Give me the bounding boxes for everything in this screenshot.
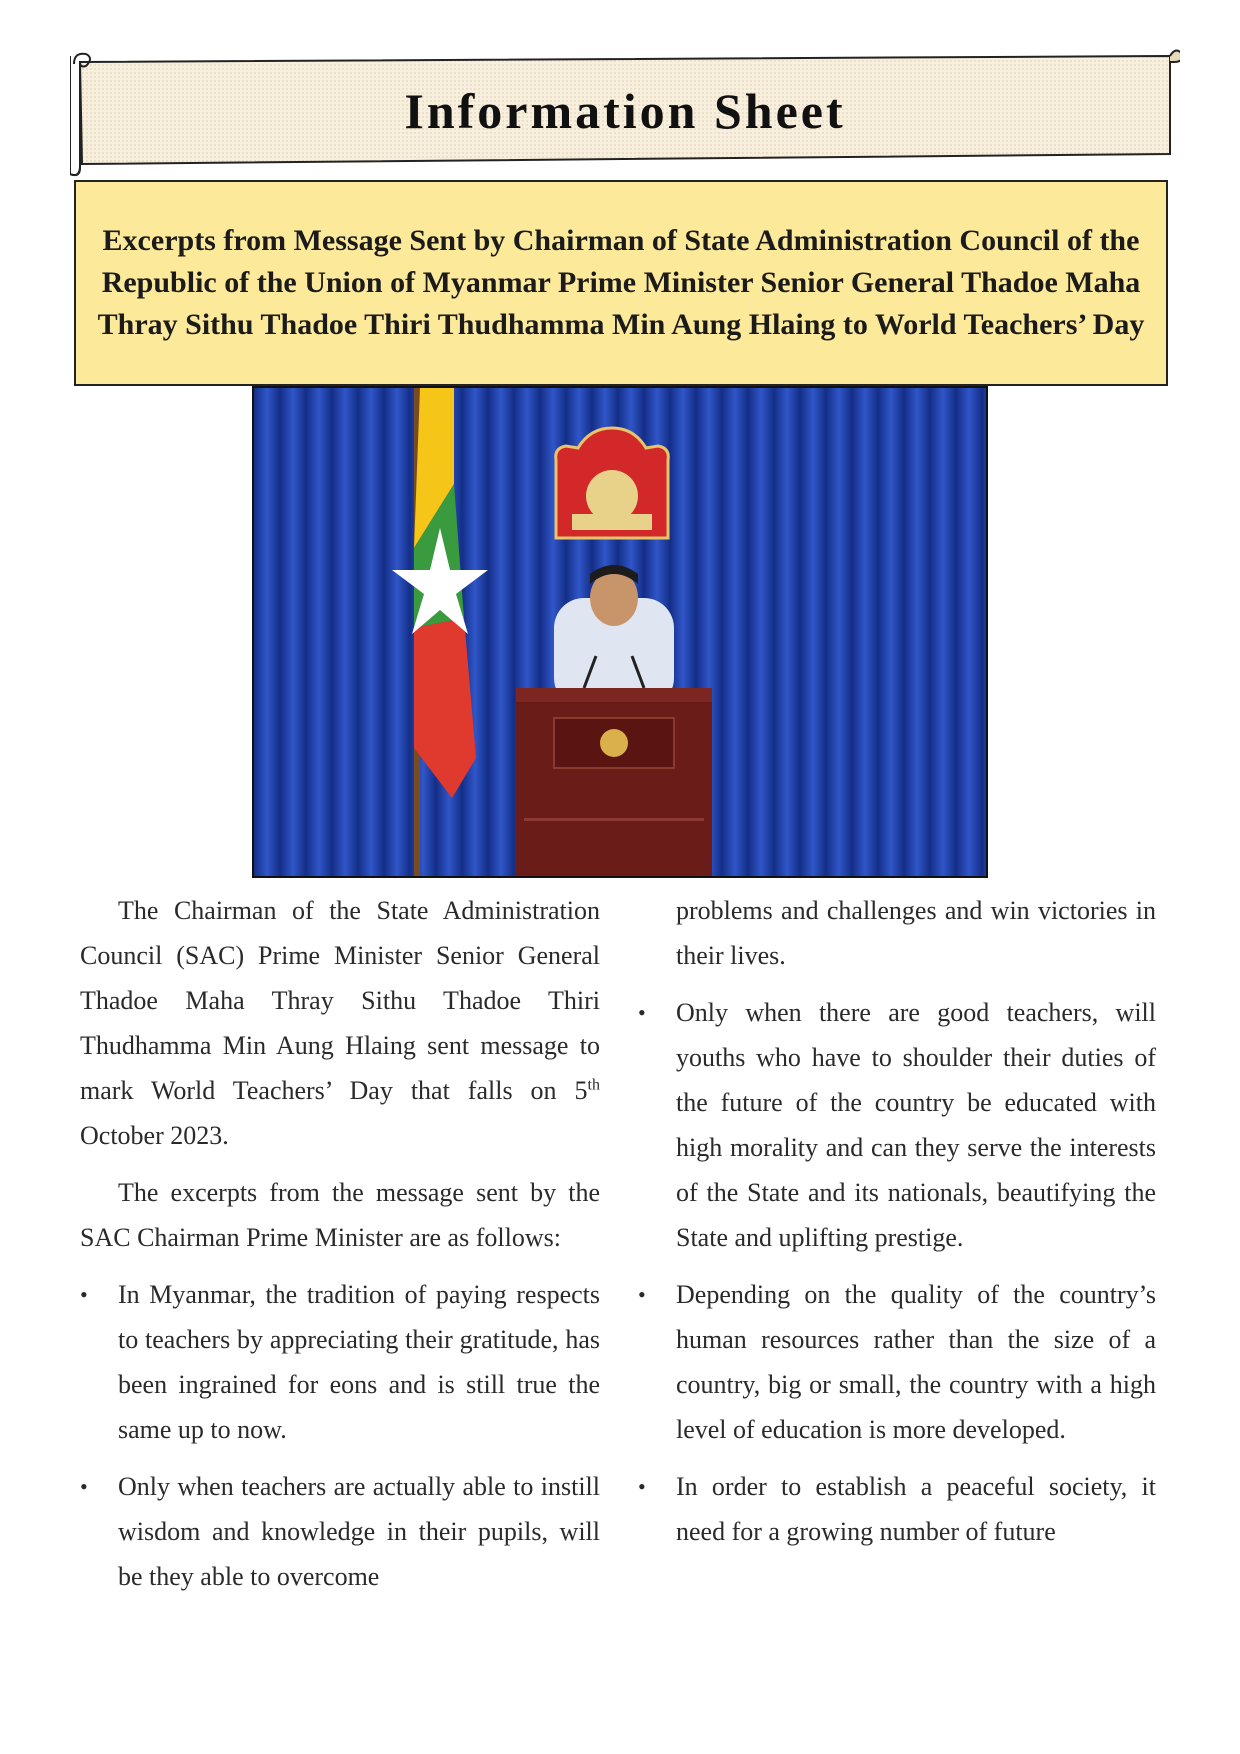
title-banner	[70, 48, 1180, 178]
list-item	[638, 1272, 1156, 1452]
list-item	[80, 1272, 600, 1452]
page-title: Information Sheet	[404, 83, 846, 139]
bullet-icon: •	[638, 1000, 646, 1025]
list-item-text: Only when teachers are actually able to instill wisdom and knowledge in their pupils, will be they able to overcome	[118, 1472, 600, 1591]
list-item	[80, 1464, 600, 1599]
headline-box	[74, 180, 1168, 386]
intro-paragraph	[80, 888, 600, 1158]
list-item	[638, 1464, 1156, 1554]
list-item-text: Only when there are good teachers, will youths who have to shoulder their duties of the future of the country be educated with high morality and can they serve the interests of the State and its nationals, beautifying the State and uplifting prestige.	[676, 998, 1156, 1252]
bullet-list-left	[80, 1272, 600, 1599]
bullet-icon: •	[80, 1474, 88, 1499]
speaker-at-podium-image	[254, 388, 988, 878]
ordinal-suffix: th	[587, 1076, 600, 1094]
excerpts-intro-paragraph: The excerpts from the message sent by the SAC Chairman Prime Minister are as follows:	[80, 1178, 600, 1252]
right-column	[638, 888, 1156, 1566]
headline-text: Excerpts from Message Sent by Chairman of State Administration Council of the Republic of the Union of Myanmar Prime Minister Senior General Thadoe Maha Thray Sithu Thadoe Thiri Thudhamma Min Aung Hlaing to World Teachers’ Day	[97, 224, 1145, 341]
intro-date-text: October 2023.	[80, 1121, 229, 1150]
speech-photo	[252, 386, 988, 878]
list-item-text: In order to establish a peaceful society, it need for a growing number of future	[676, 1472, 1156, 1546]
list-item-text: Depending on the quality of the country’s human resources rather than the size of a country, big or small, the country with a high level of education is more developed.	[676, 1280, 1156, 1444]
continuation-paragraph: problems and challenges and win victories in their lives.	[676, 896, 1156, 970]
bullet-icon: •	[638, 1474, 646, 1499]
list-item-text: In Myanmar, the tradition of paying respects to teachers by appreciating their gratitude, has been ingrained for eons and is still true the same up to now.	[118, 1280, 600, 1444]
list-item	[638, 990, 1156, 1260]
left-column	[80, 888, 600, 1611]
bullet-icon: •	[80, 1282, 88, 1307]
intro-text: The Chairman of the State Administration Council (SAC) Prime Minister Senior General Thadoe Maha Thray Sithu Thadoe Thiri Thudhamma Min Aung Hlaing sent message to mark World Teachers’ Day that falls on 5	[80, 896, 600, 1105]
bullet-icon: •	[638, 1282, 646, 1307]
bullet-list-right	[638, 990, 1156, 1554]
